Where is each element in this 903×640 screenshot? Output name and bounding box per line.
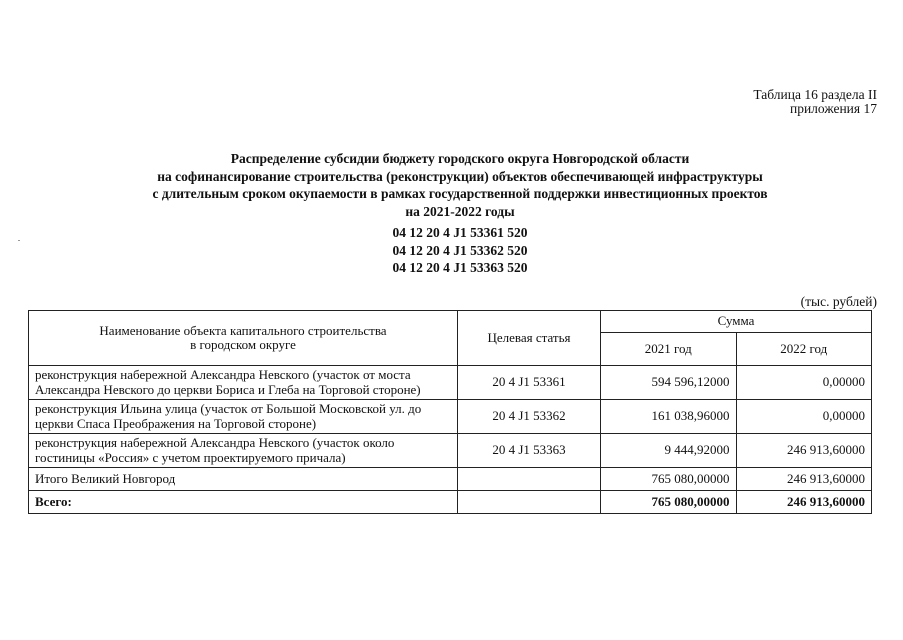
header-target-article: Целевая статья bbox=[458, 311, 601, 366]
table-row bbox=[29, 366, 872, 400]
total-2021: 765 080,00000 bbox=[601, 491, 737, 514]
total-2022: 246 913,60000 bbox=[736, 491, 872, 514]
reference-line-1: Таблица 16 раздела II bbox=[753, 87, 877, 102]
table-reference bbox=[753, 88, 877, 116]
title-line-4: на 2021-2022 годы bbox=[405, 203, 515, 219]
header-object-name-line-2: в городском округе bbox=[190, 337, 296, 352]
target-article-cell: 20 4 J1 53362 bbox=[458, 400, 601, 434]
header-object-name-line-1: Наименование объекта капитального строительства bbox=[99, 322, 387, 338]
subtotal-label: Итого Великий Новгород bbox=[29, 468, 458, 491]
target-article-cell: 20 4 J1 53361 bbox=[458, 366, 601, 400]
budget-code-3: 04 12 20 4 J1 53363 520 bbox=[392, 260, 528, 275]
header-object-name bbox=[29, 311, 458, 366]
header-sum: Сумма bbox=[601, 311, 872, 333]
amount-2021-cell: 161 038,96000 bbox=[601, 400, 737, 434]
table-row bbox=[29, 434, 872, 468]
target-article-cell: 20 4 J1 53363 bbox=[458, 434, 601, 468]
subsidy-table bbox=[28, 310, 872, 514]
subtotal-2021: 765 080,00000 bbox=[601, 468, 737, 491]
title-line-3: с длительным сроком окупаемости в рамках государственной поддержки инвестиционных проектов bbox=[152, 186, 768, 201]
total-empty-cell bbox=[458, 491, 601, 514]
total-label: Всего: bbox=[29, 491, 458, 514]
subtotal-row bbox=[29, 468, 872, 491]
scan-speck bbox=[18, 240, 20, 241]
object-name-cell: реконструкция набережной Александра Невского (участок от моста Александра Невского до церкви Бориса и Глеба на Торговой стороне) bbox=[29, 366, 458, 400]
header-year-2022: 2022 год bbox=[736, 333, 872, 366]
subtotal-2022: 246 913,60000 bbox=[736, 468, 872, 491]
document-title bbox=[60, 150, 860, 220]
amount-2022-cell: 0,00000 bbox=[736, 400, 872, 434]
amount-2021-cell: 594 596,12000 bbox=[601, 366, 737, 400]
subtotal-empty-cell bbox=[458, 468, 601, 491]
title-line-1: Распределение субсидии бюджету городского округа Новгородской области bbox=[230, 151, 690, 166]
reference-line-2: приложения 17 bbox=[789, 101, 877, 116]
budget-code-2: 04 12 20 4 J1 53362 520 bbox=[392, 242, 528, 258]
amount-2022-cell: 246 913,60000 bbox=[736, 434, 872, 468]
budget-code-1: 04 12 20 4 J1 53361 520 bbox=[392, 225, 528, 240]
budget-codes bbox=[60, 224, 860, 277]
table-row bbox=[29, 400, 872, 434]
amount-2021-cell: 9 444,92000 bbox=[601, 434, 737, 468]
table-header-row bbox=[29, 311, 872, 333]
amount-2022-cell: 0,00000 bbox=[736, 366, 872, 400]
object-name-cell: реконструкция набережной Александра Невского (участок около гостиницы «Россия» с учетом проектируемого причала) bbox=[29, 434, 458, 468]
units-note: (тыс. рублей) bbox=[800, 294, 877, 309]
object-name-cell: реконструкция Ильина улица (участок от Большой Московской ул. до церкви Спаса Преображения на Торговой стороне) bbox=[29, 400, 458, 434]
header-year-2021: 2021 год bbox=[601, 333, 737, 366]
total-row bbox=[29, 491, 872, 514]
title-line-2: на софинансирование строительства (реконструкции) объектов обеспечивающей инфраструктуры bbox=[157, 168, 763, 184]
